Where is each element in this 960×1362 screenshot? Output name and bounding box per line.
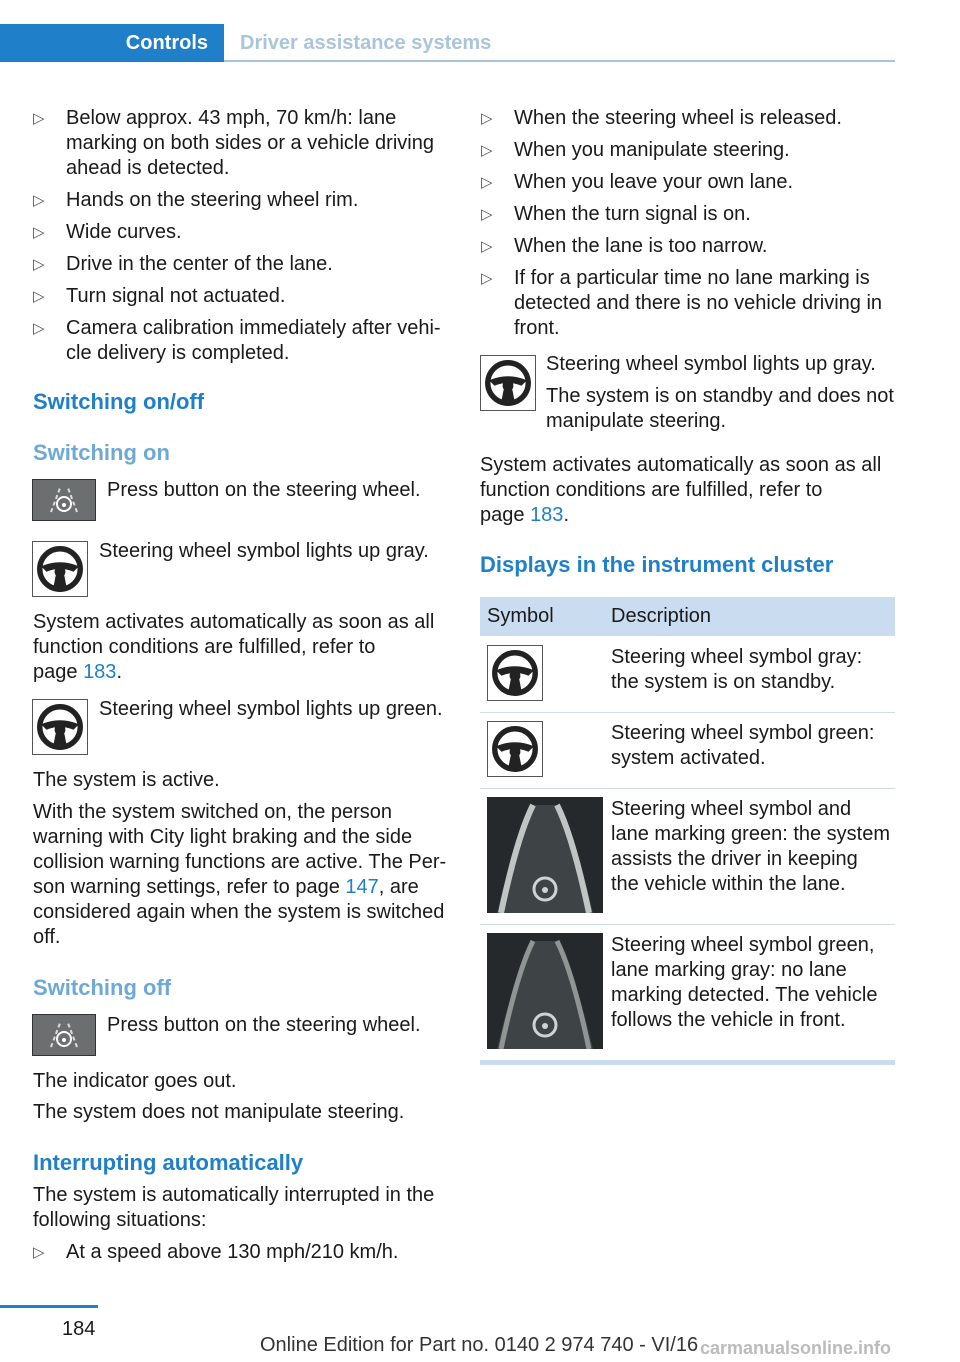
table-cell-line: Steering wheel symbol and xyxy=(611,798,852,820)
list-item-text: At a speed above 130 mph/210 km/h. xyxy=(66,1241,399,1263)
instruction-press-button: Press button on the steering wheel. xyxy=(107,479,421,501)
paragraph-line: warning with City light braking and the side xyxy=(33,826,413,848)
heading-switching: Switching on/off xyxy=(33,389,205,414)
page-number: 184 xyxy=(62,1318,96,1340)
standby-paragraph xyxy=(546,352,894,434)
triangle-bullet-icon: ▷ xyxy=(481,270,493,287)
table-cell-line: follows the vehicle in front. xyxy=(611,1009,846,1031)
triangle-bullet-icon: ▷ xyxy=(481,238,493,255)
list-item-text: cle delivery is completed. xyxy=(66,342,290,364)
lane-gray-display-image xyxy=(487,933,603,1049)
list-item-text: When you manipulate steering. xyxy=(514,139,790,161)
page-prefix: page xyxy=(480,504,531,526)
period: . xyxy=(563,504,569,526)
paragraph-line: following situations: xyxy=(33,1209,207,1231)
heading-displays: Displays in the instrument cluster xyxy=(480,552,834,577)
list-item-text: Camera calibration immediately after vehi- xyxy=(66,317,441,339)
triangle-bullet-icon: ▷ xyxy=(33,192,45,209)
triangle-bullet-icon: ▷ xyxy=(33,256,45,273)
list-item-text: If for a particular time no lane marking is xyxy=(514,267,870,289)
table-cell-line: the vehicle within the lane. xyxy=(611,873,846,895)
steering-wheel-icon xyxy=(487,721,543,777)
list-item-text: marking on both sides or a vehicle driving xyxy=(66,132,434,154)
edition-text: Online Edition for Part no. 0140 2 974 740 - VI/16 xyxy=(260,1334,699,1356)
interrupt-paragraph xyxy=(33,1183,434,1233)
heading-switching-on: Switching on xyxy=(33,440,170,465)
list-item-text: detected and there is no vehicle driving in xyxy=(514,292,883,314)
steering-wheel-icon xyxy=(487,645,543,701)
table-cell-line: Steering wheel symbol green: xyxy=(611,722,875,744)
activates-paragraph-right xyxy=(480,453,881,528)
table-cell-line: system activated. xyxy=(611,747,766,769)
triangle-bullet-icon: ▷ xyxy=(33,320,45,337)
table-row xyxy=(611,645,862,695)
indicator-text: The indicator goes out. xyxy=(33,1070,237,1092)
header-chapter-title: Driver assistance systems xyxy=(240,31,492,54)
system-active-text: The system is active. xyxy=(33,769,220,791)
paragraph-line: The system is on standby and does not xyxy=(546,385,894,407)
steering-wheel-icon xyxy=(480,355,536,411)
table-cell-line: assists the driver in keeping xyxy=(611,848,858,870)
row-divider xyxy=(480,788,895,789)
table-cell-line: the system is on standby. xyxy=(611,671,836,693)
gray-symbol-text: Steering wheel symbol lights up gray. xyxy=(99,540,429,562)
paragraph-line: son warning settings, refer to page xyxy=(33,876,346,898)
steering-wheel-icon xyxy=(32,541,88,597)
paragraph-line: , are xyxy=(378,876,419,898)
list-item-text: ahead is detected. xyxy=(66,157,230,179)
table-cell-line: lane marking green: the system xyxy=(611,823,891,845)
period: . xyxy=(116,661,122,683)
paragraph-line: System activates automatically as soon as all xyxy=(480,454,882,476)
paragraph-line: The system is automatically interrupted in the xyxy=(33,1184,435,1206)
page-prefix: page xyxy=(33,661,84,683)
row-divider xyxy=(480,712,895,713)
list-item-text: front. xyxy=(514,317,560,339)
table-cell-line: marking detected. The vehicle xyxy=(611,984,878,1006)
activates-paragraph xyxy=(33,610,434,685)
triangle-bullet-icon: ▷ xyxy=(481,174,493,191)
heading-interrupting: Interrupting automatically xyxy=(33,1150,304,1175)
list-item-text: Hands on the steering wheel rim. xyxy=(66,189,359,211)
triangle-bullet-icon: ▷ xyxy=(33,110,45,127)
page-link-147[interactable]: 147 xyxy=(345,876,379,898)
green-symbol-text: Steering wheel symbol lights up green. xyxy=(99,698,443,720)
triangle-bullet-icon: ▷ xyxy=(481,206,493,223)
list-item-text: When the lane is too narrow. xyxy=(514,235,768,257)
lane-assist-button-icon xyxy=(32,1014,96,1056)
table-row xyxy=(611,721,874,771)
triangle-bullet-icon: ▷ xyxy=(481,142,493,159)
table-cell-line: Steering wheel symbol gray: xyxy=(611,646,863,668)
no-manipulate-text: The system does not manipulate steering. xyxy=(33,1101,405,1123)
table-bottom-rule xyxy=(480,1060,895,1065)
row-divider xyxy=(480,924,895,925)
paragraph-line: off. xyxy=(33,926,61,948)
header-section-tab: Controls xyxy=(0,24,224,62)
table-row xyxy=(611,797,890,897)
list-item-text: Drive in the center of the lane. xyxy=(66,253,333,275)
list-item-text: Below approx. 43 mph, 70 km/h: lane xyxy=(66,107,397,129)
steering-wheel-icon xyxy=(32,699,88,755)
footer-rule xyxy=(0,1305,98,1308)
triangle-bullet-icon: ▷ xyxy=(481,110,493,127)
paragraph-line: manipulate steering. xyxy=(546,410,727,432)
list-item-text: When the turn signal is on. xyxy=(514,203,751,225)
table-cell-line: lane marking gray: no lane xyxy=(611,959,847,981)
person-warning-paragraph xyxy=(33,800,446,950)
list-item-text: When you leave your own lane. xyxy=(514,171,794,193)
paragraph-line: collision warning functions are active. The Per- xyxy=(33,851,447,873)
page-link-183[interactable]: 183 xyxy=(83,661,117,683)
paragraph-line: function conditions are fulfilled, refer to xyxy=(33,636,376,658)
instruction-press-button-off: Press button on the steering wheel. xyxy=(107,1014,421,1036)
paragraph-line: considered again when the system is switched xyxy=(33,901,445,923)
column-header-description: Description xyxy=(611,605,712,627)
paragraph-line: Steering wheel symbol lights up gray. xyxy=(546,353,876,375)
header-rule xyxy=(224,60,895,62)
column-header-symbol: Symbol xyxy=(487,605,554,627)
table-row xyxy=(611,933,877,1033)
page-link-183[interactable]: 183 xyxy=(530,504,564,526)
paragraph-line: function conditions are fulfilled, refer to xyxy=(480,479,823,501)
lane-green-display-image xyxy=(487,797,603,913)
lane-assist-button-icon xyxy=(32,479,96,521)
heading-switching-off: Switching off xyxy=(33,975,172,1000)
watermark: carmanualsonline.info xyxy=(700,1338,892,1358)
table-cell-line: Steering wheel symbol green, xyxy=(611,934,875,956)
paragraph-line: With the system switched on, the person xyxy=(33,801,393,823)
list-item-text: When the steering wheel is released. xyxy=(514,107,842,129)
triangle-bullet-icon: ▷ xyxy=(33,288,45,305)
list-item-text: Wide curves. xyxy=(66,221,182,243)
triangle-bullet-icon: ▷ xyxy=(33,1244,45,1261)
paragraph-line: System activates automatically as soon as all xyxy=(33,611,435,633)
list-item-text: Turn signal not actuated. xyxy=(66,285,286,307)
triangle-bullet-icon: ▷ xyxy=(33,224,45,241)
